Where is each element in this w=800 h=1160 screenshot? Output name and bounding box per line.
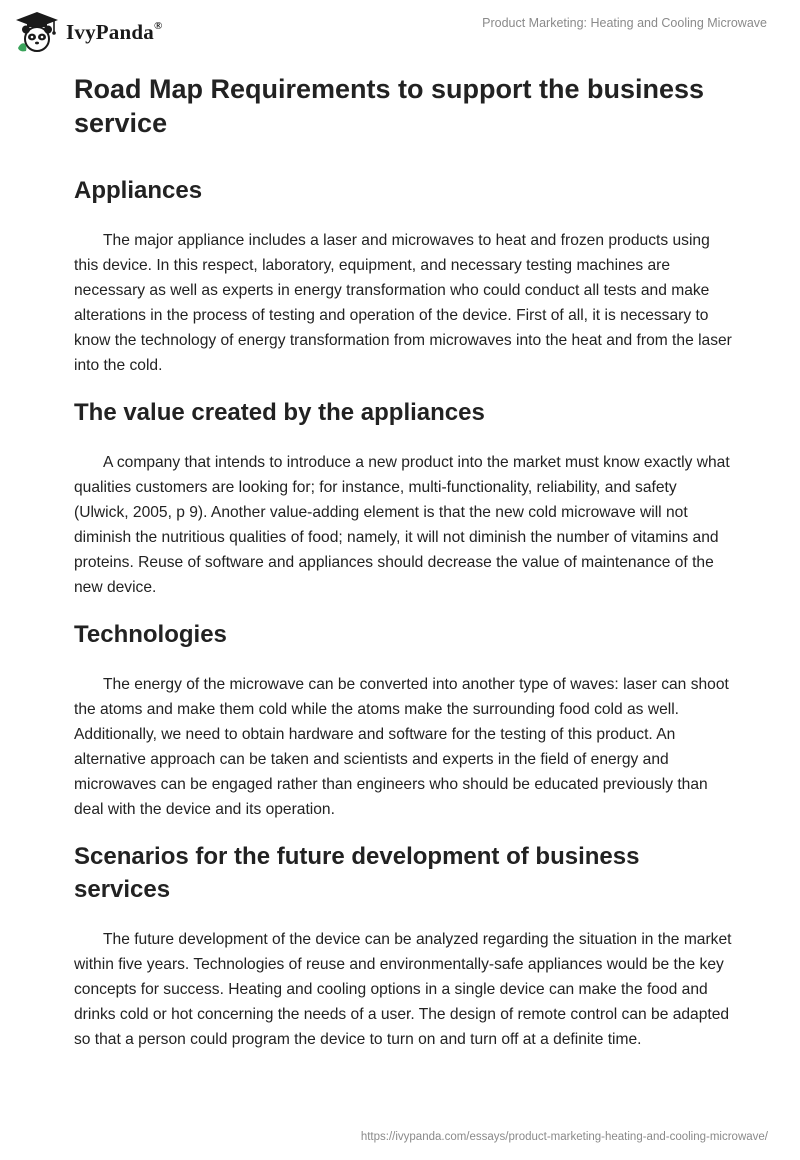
essay-body (74, 72, 734, 1052)
section-appliances (74, 174, 734, 378)
essay-title: Road Map Requirements to support the business service (74, 74, 705, 138)
page-header (0, 0, 800, 70)
section-paragraph: The energy of the microwave can be converted into another type of waves: laser can shoot the atoms and make them cold while the atoms make the surrounding food cold as well. Additionally, we need to obtain hardware and software for the testing of this product. An alternative approach can be taken and scientists and experts in the field of energy and microwaves can be engaged rather than engineers who should be educated previously than deal with the device and its operation. (74, 676, 729, 818)
section-heading: The value created by the appliances (74, 399, 485, 426)
document-title: Product Marketing: Heating and Cooling Microwave (482, 16, 767, 30)
section-paragraph: The major appliance includes a laser and microwaves to heat and frozen products using this device. In this respect, laboratory, equipment, and necessary testing machines are necessary as well as experts in energy transformation who could conduct all tests and make alterations in the process of testing and operation of the device. First of all, it is necessary to know the technology of energy transformation from microwaves into the heat and from the laser into the cold. (74, 232, 732, 374)
logo-wordmark: IvyPanda® (66, 19, 163, 44)
source-url-link[interactable]: https://ivypanda.com/essays/product-marketing-heating-and-cooling-microwave/ (360, 1131, 768, 1143)
section-heading: Technologies (74, 621, 227, 648)
section-heading: Scenarios for the future development of business services (74, 843, 640, 903)
section-paragraph: The future development of the device can be analyzed regarding the situation in the market within five years. Technologies of reuse and environmentally-safe appliances would be the key concepts for success. Heating and cooling options in a single device can make the food and drinks cold or hot concerning the needs of a user. The design of remote control can be adapted so that a person could program the device to turn on and turn off at a definite time. (74, 931, 732, 1048)
section-scenarios (74, 840, 734, 1052)
panda-graduate-icon (14, 10, 60, 54)
section-heading: Appliances (74, 177, 203, 204)
section-technologies (74, 618, 734, 822)
section-value (74, 396, 734, 600)
section-paragraph: A company that intends to introduce a new product into the market must know exactly what qualities customers are looking for; for instance, multi-functionality, reliability, and safety (Ulwick, 2005, p 9). Another value-adding element is that the new cold microwave will not diminish the nutritious qualities of food; namely, it will not diminish the number of vitamins and proteins. Reuse of software and appliances should decrease the value of maintenance of the new device. (74, 454, 730, 596)
ivypanda-logo[interactable] (14, 10, 162, 54)
